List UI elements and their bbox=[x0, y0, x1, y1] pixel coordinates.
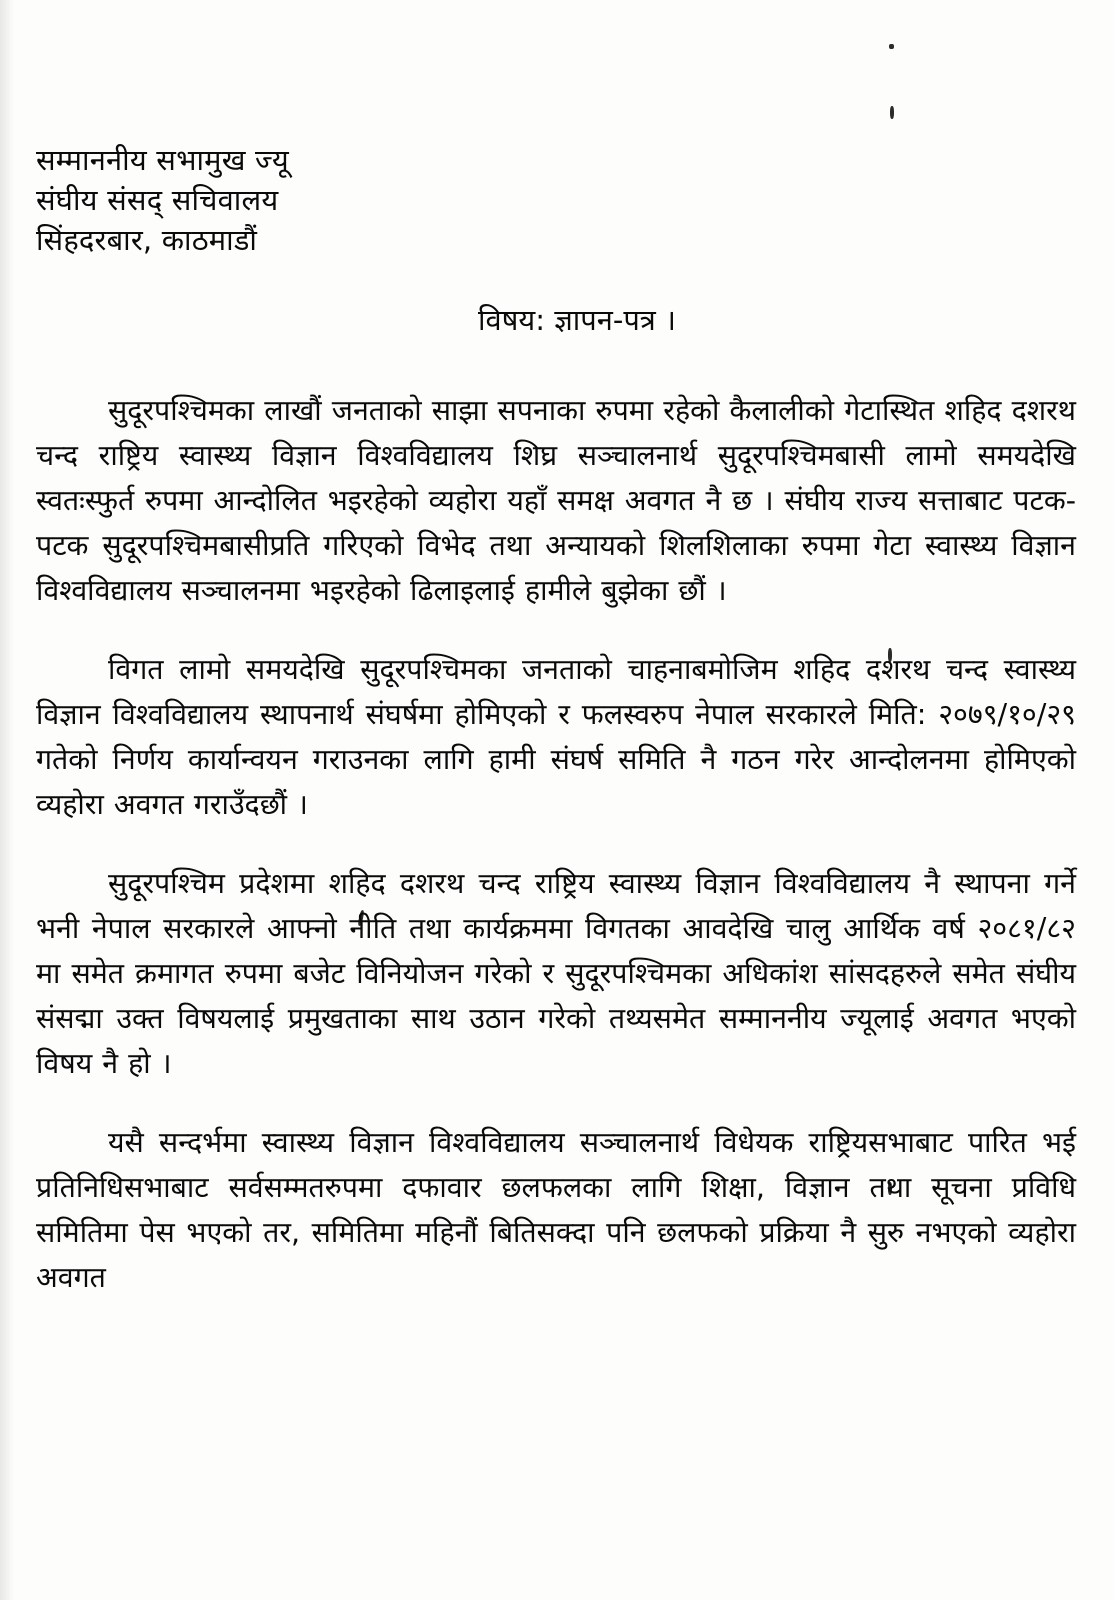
scan-speck bbox=[889, 44, 894, 49]
recipient-line-1: सम्माननीय सभामुख ज्यू bbox=[36, 143, 289, 177]
document-body bbox=[36, 388, 1076, 1300]
subject-line: विषय: ज्ञापन-पत्र । bbox=[477, 303, 677, 337]
body-paragraph: यसै सन्दर्भमा स्वास्थ्य विज्ञान विश्वविद्यालय सञ्चालनार्थ विधेयक राष्ट्रियसभाबाट पारित भई प्रतिनिधिसभाबाट सर्वसम्मतरुपमा दफावार छलफलका लागि शिक्षा, विज्ञान तथा सूचना प्रविधि समितिमा पेस भएको तर, समितिमा महिनौं बितिसक्दा पनि छलफको प्रक्रिया नै सुरु नभएको व्यहोरा अवगत bbox=[36, 1126, 1076, 1294]
body-paragraph: विगत लामो समयदेखि सुदूरपश्चिमका जनताको चाहनाबमोजिम शहिद दशरथ चन्द स्वास्थ्य विज्ञान विश्वविद्यालय स्थापनार्थ संघर्षमा होमिएको र फलस्वरुप नेपाल सरकारले मिति: २०७९/१०/२९ गतेको निर्णय कार्यान्वयन गराउनका लागि हामी संघर्ष समिति नै गठन गरेर आन्दोलनमा होमिएको व्यहोरा अवगत गराउँदछौं । bbox=[36, 653, 1076, 821]
recipient-address-block bbox=[36, 140, 676, 260]
recipient-line-2: संघीय संसद् सचिवालय bbox=[36, 183, 279, 217]
scan-speck bbox=[890, 106, 894, 119]
body-paragraph: सुदूरपश्चिमका लाखौं जनताको साझा सपनाका रुपमा रहेको कैलालीको गेटास्थित शहिद दशरथ चन्द राष्ट्रिय स्वास्थ्य विज्ञान विश्वविद्यालय शिघ्र सञ्चालनार्थ सुदूरपश्चिमबासी लामो समयदेखि स्वतःस्फुर्त रुपमा आन्दोलित भइरहेको व्यहोरा यहाँ समक्ष अवगत नै छ । संघीय राज्य सत्ताबाट पटक-पटक सुदूरपश्चिमबासीप्रति गरिएको विभेद तथा अन्यायको शिलशिलाका रुपमा गेटा स्वास्थ्य विज्ञान विश्वविद्यालय सञ्चालनमा भइरहेको ढिलाइलाई हामीले बुझेका छौं । bbox=[36, 394, 1076, 607]
body-paragraph: सुदूरपश्चिम प्रदेशमा शहिद दशरथ चन्द राष्ट्रिय स्वास्थ्य विज्ञान विश्वविद्यालय नै स्थापना गर्ने भनी नेपाल सरकारले आफ्नो नीति तथा कार्यक्रममा विगतका आवदेखि चालु आर्थिक वर्ष २०८१/८२ मा समेत क्रमागत रुपमा बजेट विनियोजन गरेको र सुदूरपश्चिमका अधिकांश सांसदहरुले समेत संघीय संसद्मा उक्त विषयलाई प्रमुखताका साथ उठान गरेको तथ्यसमेत सम्माननीय ज्यूलाई अवगत भएको विषय नै हो । bbox=[36, 867, 1076, 1080]
page-edge-shadow bbox=[0, 0, 14, 1600]
recipient-line-3: सिंहदरबार, काठमाडौं bbox=[36, 223, 258, 257]
